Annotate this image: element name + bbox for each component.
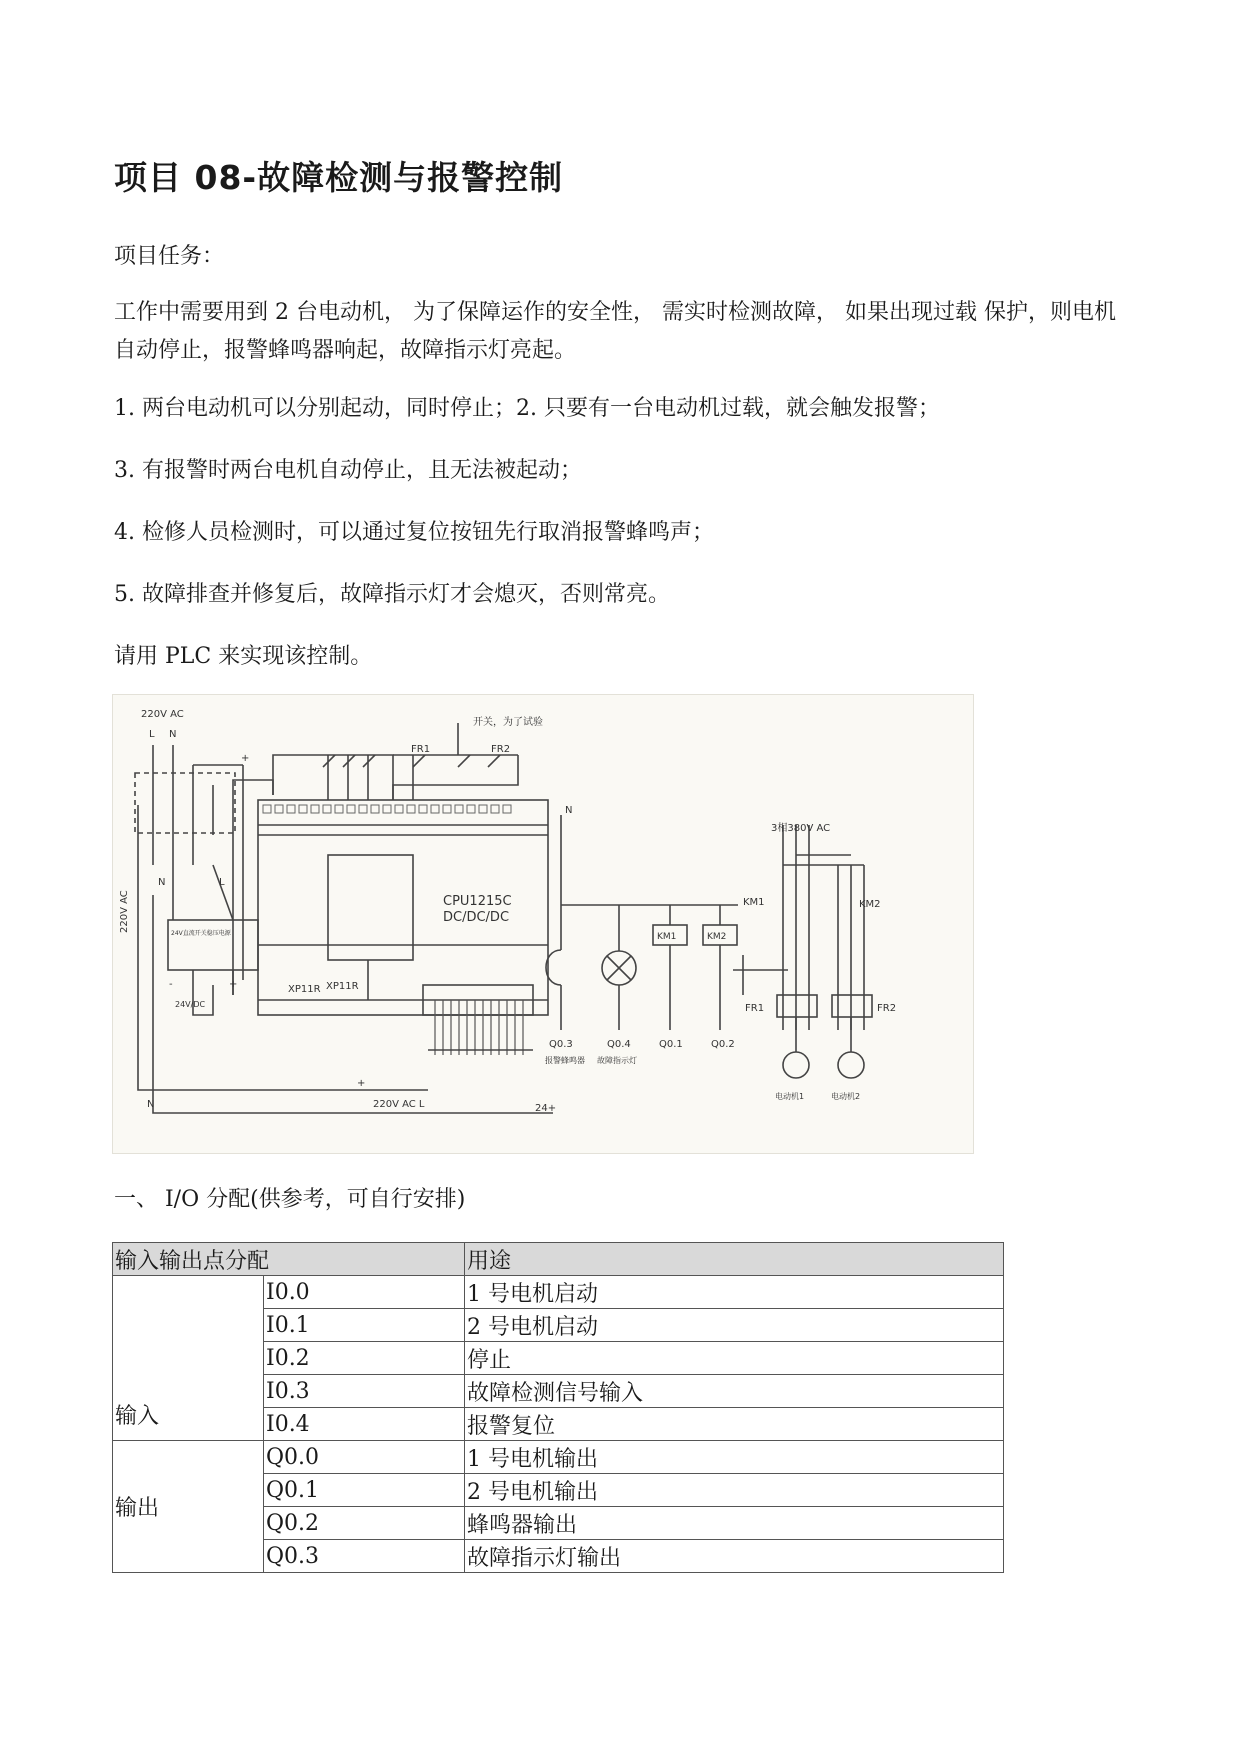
side-supply-label: 220V AC	[119, 890, 130, 933]
io-usage: 1 号电机启动	[465, 1276, 1004, 1309]
plus-top-label: +	[241, 753, 250, 764]
q04-label: Q0.4	[607, 1039, 631, 1050]
switch-note: 开关，为了试验	[473, 717, 543, 728]
requirement-4: 4. 检修人员检测时，可以通过复位按钮先行取消报警蜂鸣声；	[114, 520, 714, 545]
closing-line: 请用 PLC 来实现该控制。	[114, 644, 373, 669]
io-address: Q0.2	[264, 1507, 465, 1540]
io-usage: 2 号电机输出	[465, 1474, 1004, 1507]
q02-label: Q0.2	[711, 1039, 735, 1050]
io-address: I0.4	[264, 1408, 465, 1441]
io-address: I0.1	[264, 1309, 465, 1342]
requirement-5: 5. 故障排查并修复后，故障指示灯才会熄灭，否则常亮。	[114, 582, 670, 607]
cpu-type: DC/DC/DC	[443, 910, 510, 925]
header-usage: 用途	[465, 1243, 1004, 1276]
xp-label-1: XP11R	[288, 984, 321, 995]
plus-module-label: +	[229, 979, 238, 990]
motor1-label: 电动机1	[775, 1092, 805, 1101]
io-address: Q0.3	[264, 1540, 465, 1573]
io-address: I0.2	[264, 1342, 465, 1375]
km1-coil-label: KM1	[657, 932, 677, 942]
xp-label-2: XP11R	[326, 981, 359, 992]
fr1-motor-label: FR1	[745, 1003, 765, 1014]
io-usage: 2 号电机启动	[465, 1309, 1004, 1342]
io-address: I0.0	[264, 1276, 465, 1309]
table-row	[113, 1441, 1004, 1474]
minus-label: -	[169, 979, 173, 990]
phase-l-label: L	[149, 729, 155, 740]
phase-n-label: N	[169, 729, 177, 740]
three-phase-label: 3相380V AC	[771, 823, 831, 834]
fr2-motor-label: FR2	[877, 1003, 897, 1014]
section-title: 一、 I/O 分配(供参考，可自行安排)	[114, 1187, 466, 1212]
n-label-left: N	[158, 877, 166, 888]
io-address: Q0.1	[264, 1474, 465, 1507]
buzzer-label: 报警蜂鸣器	[545, 1056, 585, 1065]
io-usage: 1 号电机输出	[465, 1441, 1004, 1474]
table-row	[113, 1276, 1004, 1309]
wiring-diagram	[112, 694, 974, 1154]
cpu-model: CPU1215C	[443, 894, 512, 909]
task-heading: 项目任务：	[114, 244, 225, 269]
bottom-supply-label: 220V AC L	[373, 1099, 425, 1110]
fr2-label: FR2	[491, 744, 511, 755]
fr1-label: FR1	[411, 744, 431, 755]
inputs-group-label: 输入	[113, 1276, 264, 1441]
io-usage: 故障检测信号输入	[465, 1375, 1004, 1408]
header-assign: 输入输出点分配	[113, 1243, 465, 1276]
l-label-left: L	[219, 877, 225, 888]
io-usage: 故障指示灯输出	[465, 1540, 1004, 1573]
io-address: I0.3	[264, 1375, 465, 1408]
n-rail-label: N	[565, 805, 573, 816]
power-module-label: 24V直流开关稳压电源	[171, 930, 231, 937]
wiring-diagram-svg	[113, 695, 973, 1153]
dc-label: 24V/DC	[175, 1000, 206, 1009]
n-label-bottom: N	[147, 1099, 155, 1110]
intro-paragraph: 工作中需要用到 2 台电动机， 为了保障运作的安全性， 需实时检测故障， 如果出现过载 保护，则电机自动停止，报警蜂鸣器响起，故障指示灯亮起。	[114, 300, 1116, 363]
page-title: 项目 08-故障检测与报警控制	[114, 158, 564, 197]
requirement-3: 3. 有报警时两台电机自动停止，且无法被起动；	[114, 458, 582, 483]
q03-label: Q0.3	[549, 1039, 573, 1050]
lamp-label: 故障指示灯	[597, 1056, 637, 1065]
plus24-label: 24+	[535, 1103, 557, 1114]
io-usage: 报警复位	[465, 1408, 1004, 1441]
km2-coil-label: KM2	[707, 932, 727, 942]
plus-bottom-label: +	[357, 1078, 366, 1089]
q01-label: Q0.1	[659, 1039, 683, 1050]
io-allocation-table	[112, 1242, 1004, 1573]
io-usage: 蜂鸣器输出	[465, 1507, 1004, 1540]
io-address: Q0.0	[264, 1441, 465, 1474]
km2-label: KM2	[859, 899, 881, 910]
motor2-label: 电动机2	[831, 1092, 861, 1101]
supply-label: 220V AC	[141, 709, 184, 720]
table-header-row	[113, 1243, 1004, 1276]
io-usage: 停止	[465, 1342, 1004, 1375]
requirement-1-2: 1. 两台电动机可以分别起动，同时停止；2. 只要有一台电动机过载，就会触发报警；	[114, 396, 940, 421]
outputs-group-label: 输出	[113, 1441, 264, 1573]
km1-label: KM1	[743, 897, 765, 908]
